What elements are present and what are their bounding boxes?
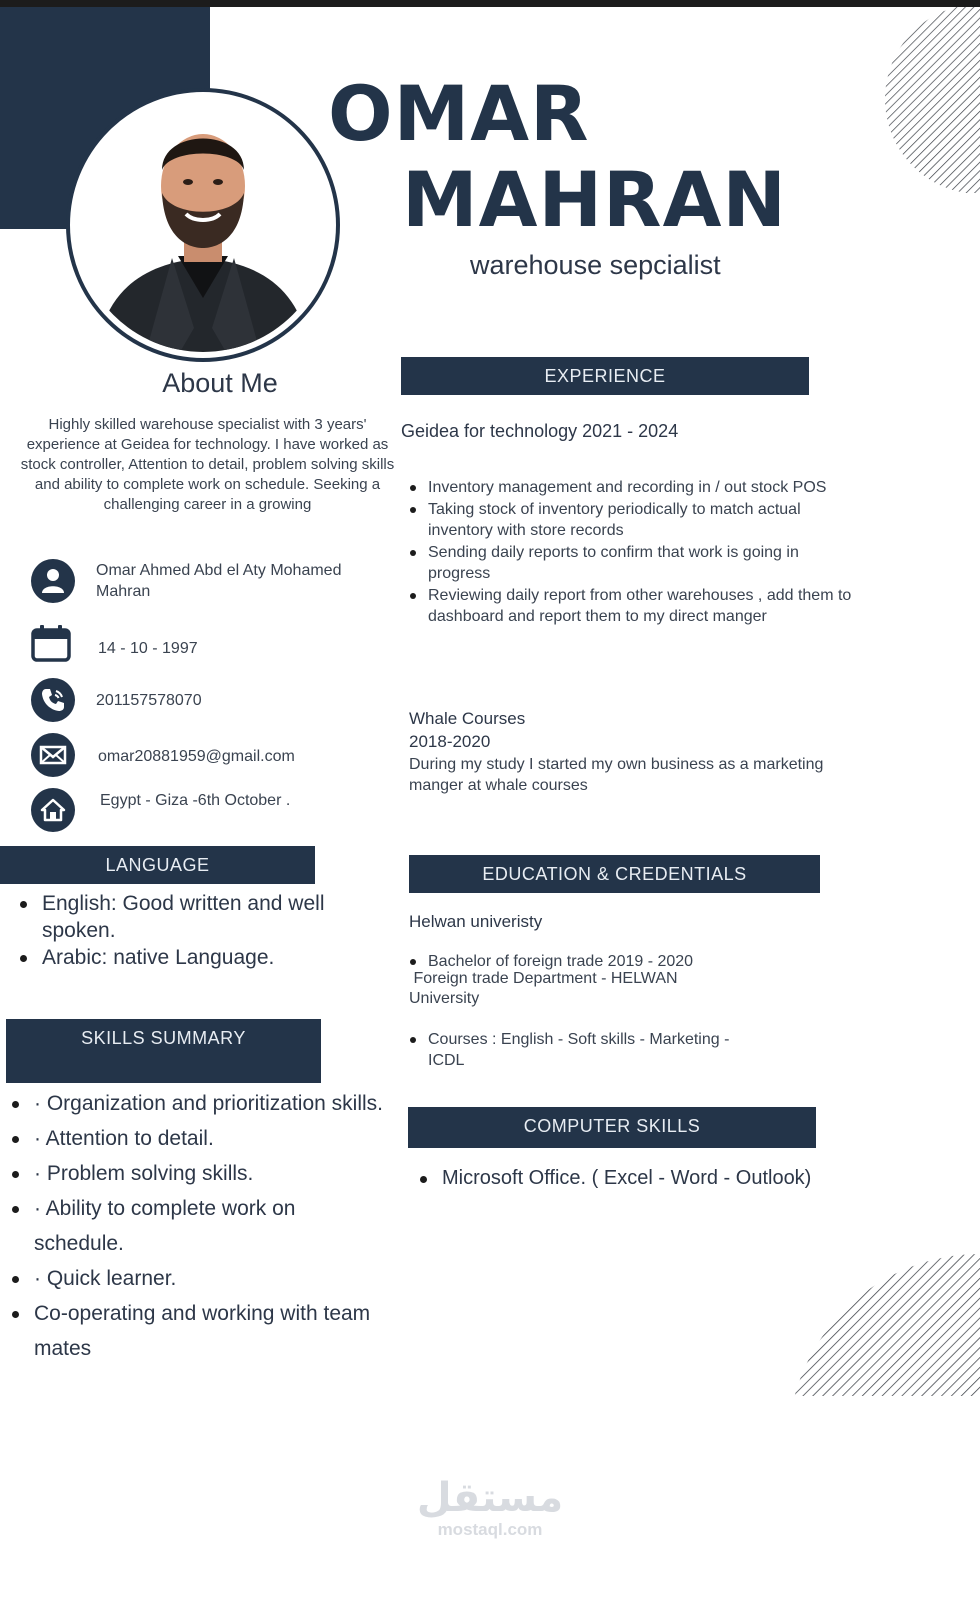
skill-item: · Quick learner. (4, 1261, 404, 1296)
experience-banner: EXPERIENCE (401, 357, 809, 395)
email-icon (31, 733, 75, 777)
birthdate: 14 - 10 - 1997 (98, 640, 198, 657)
skill-item: · Attention to detail. (4, 1121, 404, 1156)
calendar-icon (31, 624, 73, 664)
language-item: English: Good written and well spoken. (12, 890, 332, 944)
watermark-logo: مستقل (416, 1475, 564, 1521)
watermark (0, 1475, 980, 1540)
skill-item: · Ability to complete work on schedule. (4, 1191, 324, 1261)
courses-item: Courses : English - Soft skills - Marketing - ICDL (408, 1029, 768, 1071)
full-name: Omar Ahmed Abd el Aty Mohamed Mahran (96, 562, 342, 600)
duty-item: Inventory management and recording in / out stock POS (408, 477, 858, 498)
skill-item: · Problem solving skills. (4, 1156, 404, 1191)
job-role: warehouse sepcialist (470, 250, 721, 280)
job1-duties (408, 477, 858, 628)
language-item: Arabic: native Language. (12, 944, 332, 971)
skills-banner: SKILLS SUMMARY (6, 1019, 321, 1083)
language-banner: LANGUAGE (0, 846, 315, 884)
about-title: About Me (162, 368, 278, 398)
department-line: Foreign trade Department - HELWAN (409, 970, 678, 987)
degree-item: Bachelor of foreign trade 2019 - 2020 (408, 951, 828, 972)
phone-number: 201157578070 (96, 692, 202, 709)
school-name: Helwan univeristy (409, 912, 543, 931)
computer-skills-list (412, 1165, 862, 1192)
last-name: MAHRAN (402, 155, 787, 244)
phone-icon (31, 678, 75, 722)
first-name: OMAR (328, 69, 590, 158)
department-line-2: University (409, 990, 480, 1007)
skill-item: · Organization and prioritization skills. (4, 1086, 404, 1121)
job2-company: Whale Courses (409, 709, 526, 728)
education-banner: EDUCATION & CREDENTIALS (409, 855, 820, 893)
courses-list (408, 1029, 768, 1072)
top-bar (0, 0, 980, 7)
duty-item: Sending daily reports to confirm that work is going in progress (408, 542, 858, 584)
about-text: Highly skilled warehouse specialist with 3 years' experience at Geidea for technology. I have worked as stock controller, Attention to detail, problem solving skills and ability to complete work on schedule. Seeking a challenging career in a growing (20, 416, 395, 513)
profile-photo-frame (66, 88, 340, 362)
job1-company: Geidea for technology 2021 - 2024 (401, 421, 679, 441)
skills-list (4, 1086, 404, 1366)
profile-photo (76, 98, 330, 352)
skill-item: Co-operating and working with team mates (4, 1296, 394, 1366)
computer-skill-item: Microsoft Office. ( Excel - Word - Outlook) (412, 1165, 862, 1192)
duty-item: Reviewing daily report from other warehouses , add them to dashboard and report them to my direct manger (408, 585, 858, 627)
duty-item: Taking stock of inventory periodically to match actual inventory with store records (408, 499, 858, 541)
person-icon (31, 559, 75, 603)
home-icon (31, 788, 75, 832)
job2-description: During my study I started my own business as a marketing manger at whale courses (409, 756, 824, 794)
watermark-site: mostaql.com (437, 1520, 543, 1539)
hatch-decoration-bottom (782, 1248, 980, 1396)
hatch-decoration-top (880, 7, 980, 193)
address: Egypt - Giza -6th October . (100, 792, 291, 809)
language-list (12, 890, 332, 971)
computer-skills-banner: COMPUTER SKILLS (408, 1107, 816, 1148)
email-address: omar20881959@gmail.com (98, 748, 295, 765)
job2-years: 2018-2020 (409, 732, 491, 751)
